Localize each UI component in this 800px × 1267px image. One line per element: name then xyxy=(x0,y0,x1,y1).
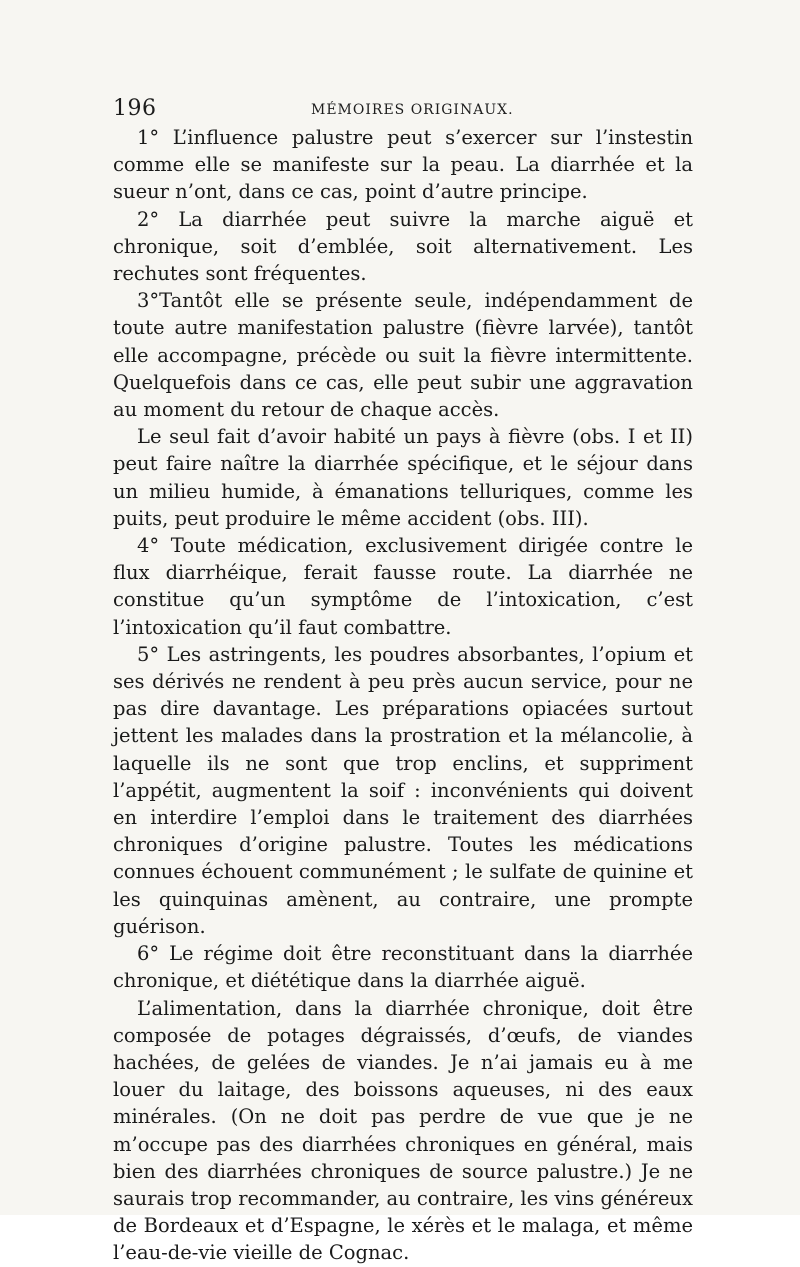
page-header xyxy=(113,96,703,126)
paragraph-4: Le seul fait d’avoir habité un pays à fièvre (obs. I et II) peut faire naître la diarrhée spécifique, et le séjour dans un milieu humide, à émanations telluriques, comme les puits, peut produire le même accident (obs. III). xyxy=(113,425,693,530)
paragraph-5: 4° Toute médication, exclusivement dirigée contre le flux diarrhéique, ferait fausse route. La diarrhée ne constitue qu’un symptôme de l’intoxication, c’est l’intoxication qu’il faut combattre. xyxy=(113,534,693,639)
paragraph-3: 3°Tantôt elle se présente seule, indépendamment de toute autre manifestation palustre (fièvre larvée), tantôt elle accompagne, précède ou suit la fièvre intermittente. Quelquefois dans ce cas, elle peut subir une aggravation au moment du retour de chaque accès. xyxy=(113,289,693,422)
paragraph-8: L’alimentation, dans la diarrhée chronique, doit être composée de potages dégraissés, d’œufs, de viandes hachées, de gelées de viandes. Je n’ai jamais eu à me louer du laitage, des boissons aqueuses, ni des eaux minérales. (On ne doit pas perdre de vue que je ne m’occupe pas des diarrhées chroniques en général, mais bien des diarrhées chroniques de source palustre.) Je ne saurais trop recommander, au contraire, les vins généreux de Bordeaux et d’Espagne, le xérès et le malaga, et même l’eau-de-vie vieille de Cognac. xyxy=(113,996,693,1265)
paragraph-1: 1° L’influence palustre peut s’exercer sur l’instestin comme elle se manifeste sur la peau. La diarrhée et la sueur n’ont, dans ce cas, point d’autre principe. xyxy=(113,126,693,204)
paragraph-2: 2° La diarrhée peut suivre la marche aiguë et chronique, soit d’emblée, soit alternativement. Les rechutes sont fréquentes. xyxy=(113,207,693,286)
paragraph-6: 5° Les astringents, les poudres absorbantes, l’opium et ses dérivés ne rendent à peu près aucun service, pour ne pas dire davantage. Les préparations opiacées surtout jettent les malades dans la prostration et la mélancolie, à laquelle ils ne sont que trop enclins, et suppriment l’appétit, augmentent la soif : inconvénients qui doivent en interdire l’emploi dans le traitement des diarrhées chroniques d’origine palustre. Toutes les médications connues échouent communément ; le sulfate de quinine et les quinquinas amènent, au contraire, une prompte guérison. xyxy=(113,642,693,938)
page-number: 196 xyxy=(113,96,157,121)
body-text xyxy=(113,124,693,1267)
paragraph-7: 6° Le régime doit être reconstituant dans la diarrhée chronique, et diététique dans la diarrhée aiguë. xyxy=(113,942,693,993)
running-head: MÉMOIRES ORIGINAUX. xyxy=(311,102,514,118)
